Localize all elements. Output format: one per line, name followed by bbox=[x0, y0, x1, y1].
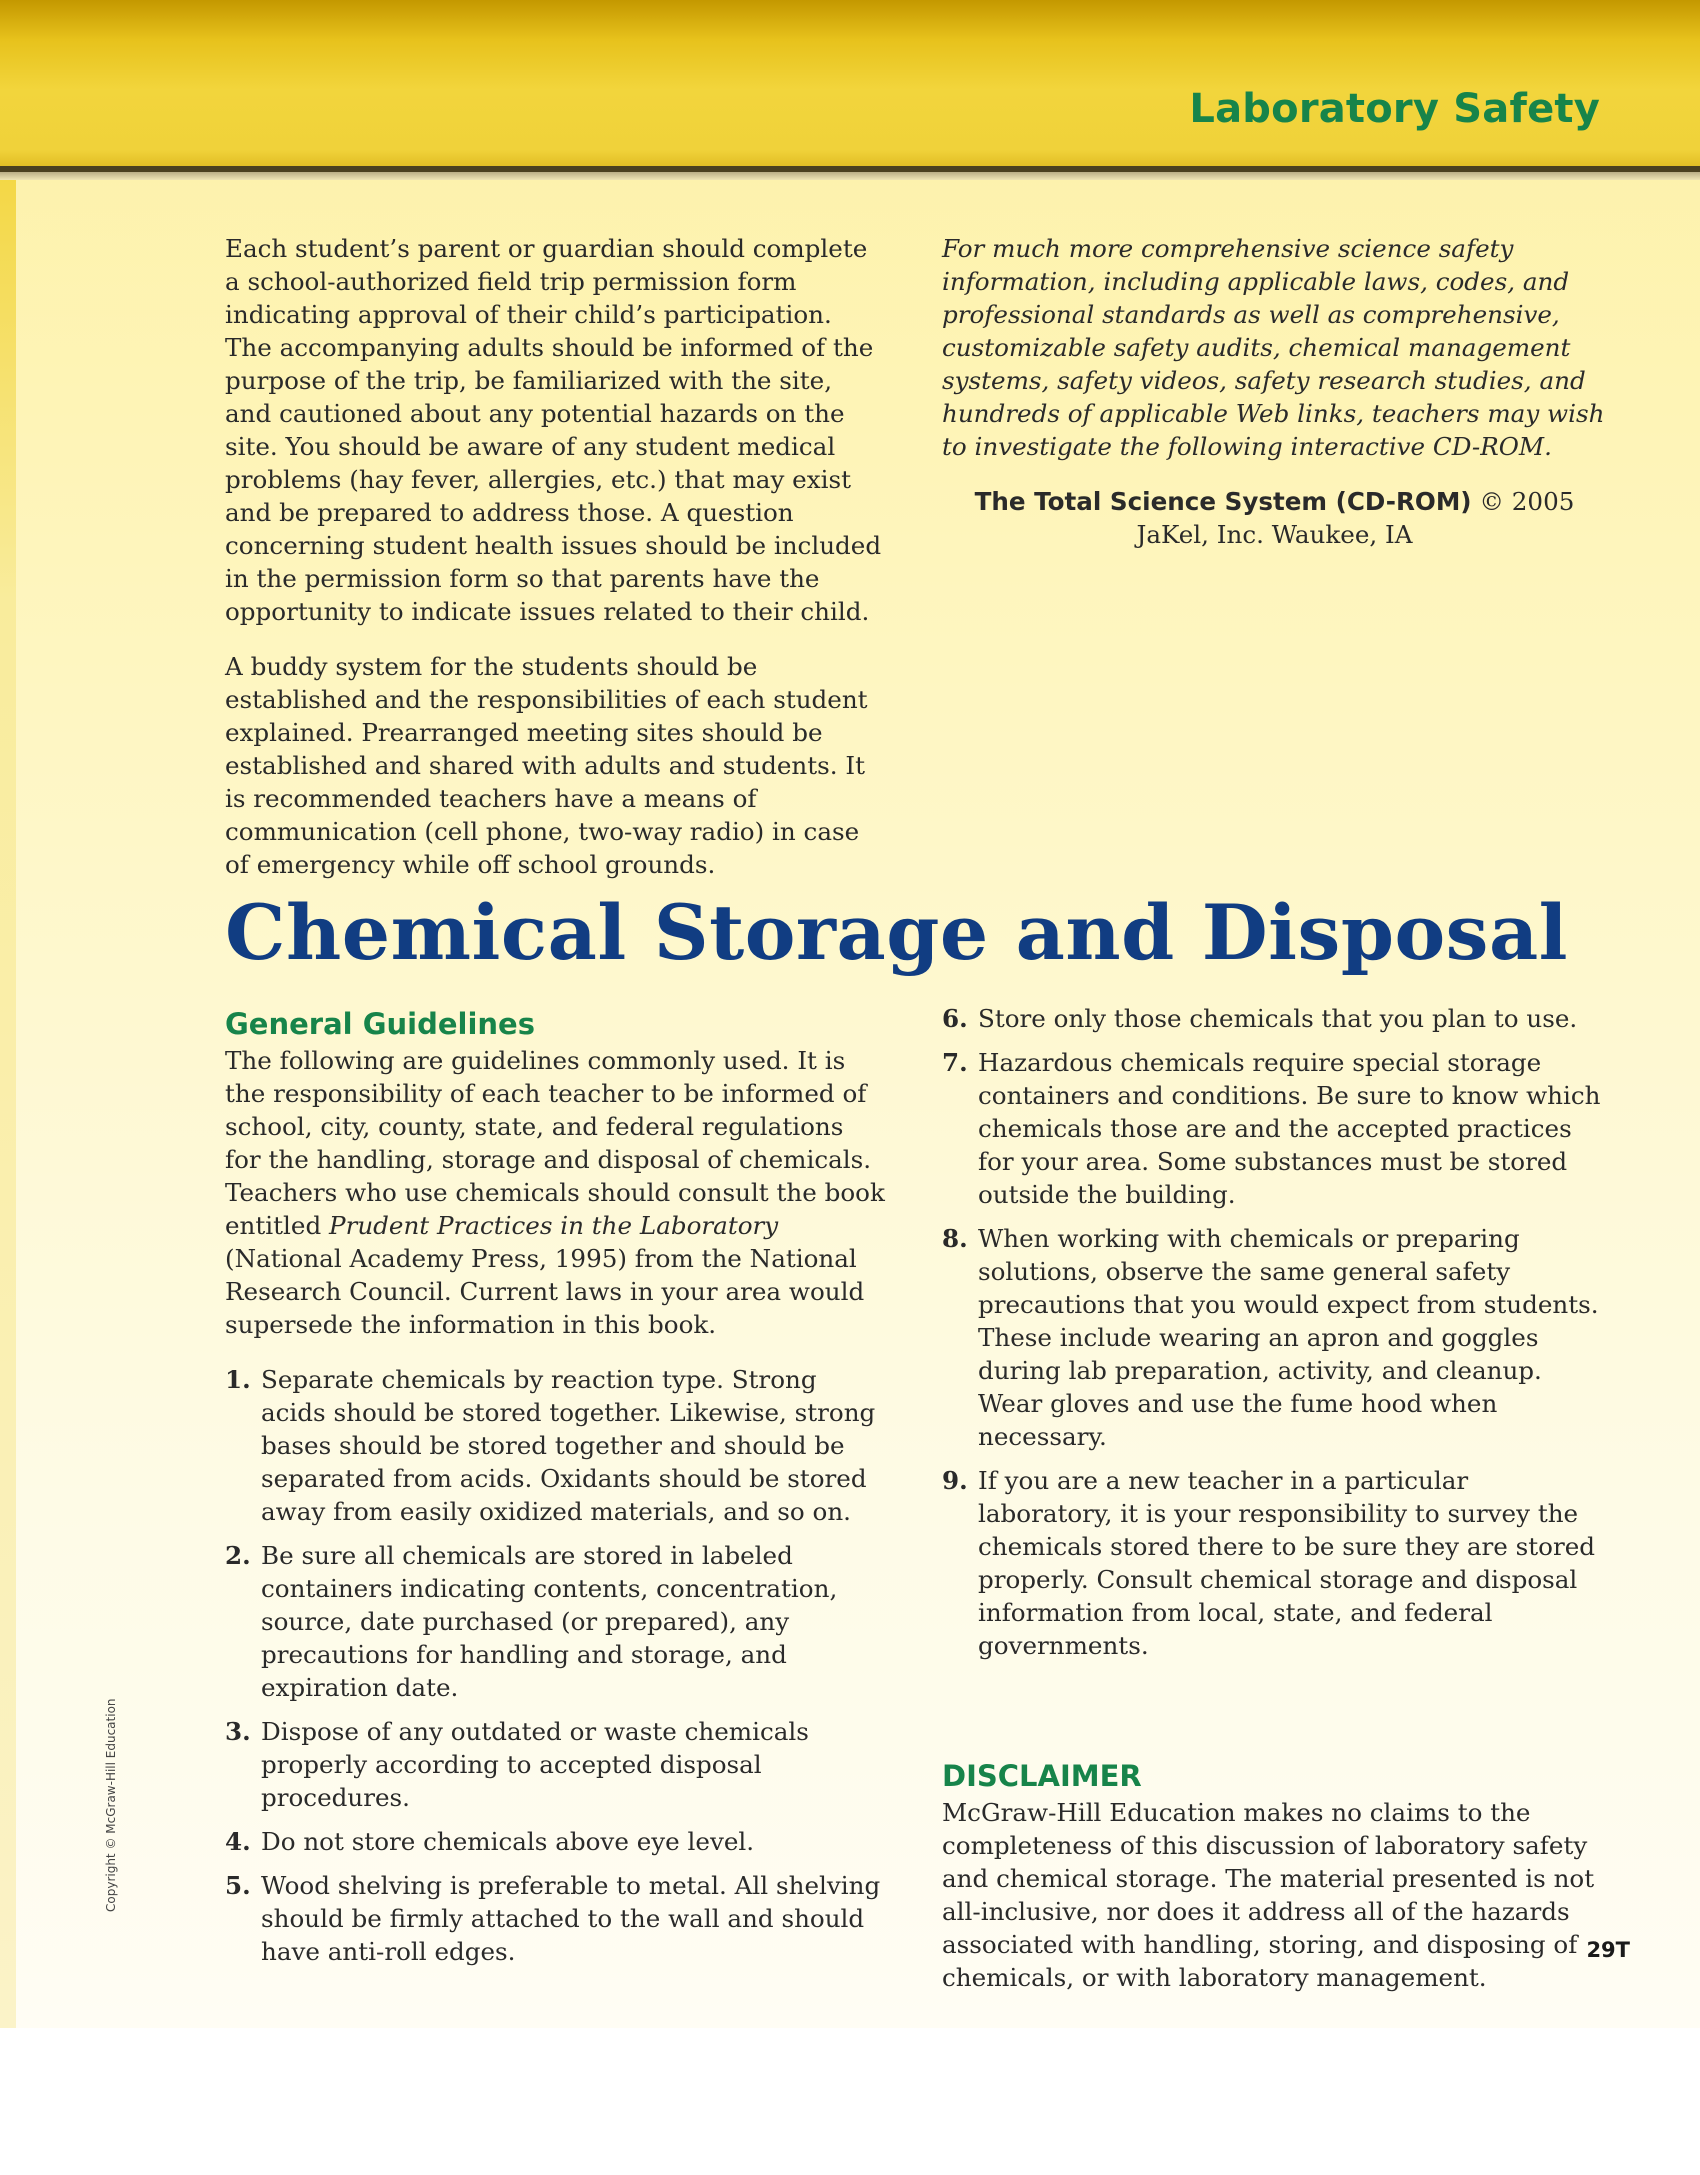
header-rule-shadow bbox=[0, 172, 1700, 180]
copyright-notice: Copyright © McGraw-Hill Education bbox=[104, 1698, 118, 1912]
list-item-number: 1. bbox=[225, 1365, 251, 1394]
disclaimer-heading: DISCLAIMER bbox=[942, 1759, 1142, 1793]
cd-rom-note: For much more comprehensive science safety information, including applicable laws, codes, and professional standards as well as comprehensive, customizable safety audits, chemical management systems, safety videos, safety research studies, and hundreds of applicable Web links, teachers may wish to investigate the following interactive CD-ROM. bbox=[942, 234, 1605, 461]
list-item-text: Store only those chemicals that you plan to use. bbox=[978, 1004, 1578, 1033]
list-item-number: 6. bbox=[942, 1004, 968, 1033]
list-item-text: Wood shelving is preferable to metal. All shelving should be firmly attached to the wall and should have anti-roll edges. bbox=[261, 1871, 881, 1966]
list-item-number: 3. bbox=[225, 1717, 251, 1746]
list-item bbox=[942, 1046, 1607, 1211]
list-item-text: When working with chemicals or preparing solutions, observe the same general safety precautions that you would expect from students. These include wearing an apron and goggles during lab preparation, activity, and cleanup. Wear gloves and use the fume hood when necessary. bbox=[978, 1224, 1599, 1451]
list-item-text: Be sure all chemicals are stored in labeled containers indicating contents, concentration, source, date purchased (or prepared), any precautions for handling and storage, and expiration date. bbox=[261, 1541, 838, 1702]
list-item-number: 8. bbox=[942, 1224, 968, 1253]
guidelines-list-right bbox=[942, 1002, 1607, 1662]
list-item-number: 7. bbox=[942, 1048, 968, 1077]
list-item-text: If you are a new teacher in a particular laboratory, it is your responsibility to survey the chemicals stored there to be sure they are stored properly. Consult chemical storage and disposal information from local, state, and federal governments. bbox=[978, 1466, 1596, 1660]
header-banner bbox=[0, 0, 1700, 168]
page-number: 29T bbox=[1586, 1938, 1630, 1962]
cd-rom-copyright: © 2005 bbox=[1479, 487, 1575, 516]
cd-rom-publisher: JaKel, Inc. Waukee, IA bbox=[1136, 520, 1413, 549]
cd-rom-citation bbox=[942, 485, 1607, 551]
list-item-text: Do not store chemicals above eye level. bbox=[261, 1827, 755, 1856]
book-title: Prudent Practices in the Laboratory bbox=[329, 1211, 779, 1240]
list-item-text: Dispose of any outdated or waste chemicals properly according to accepted disposal procedures. bbox=[261, 1717, 809, 1812]
list-item bbox=[225, 1539, 885, 1704]
list-item bbox=[942, 1002, 1607, 1035]
left-edge-strip bbox=[0, 0, 16, 2028]
general-guidelines-heading: General Guidelines bbox=[225, 1007, 535, 1041]
list-item bbox=[942, 1222, 1607, 1453]
list-item-number: 9. bbox=[942, 1466, 968, 1495]
cd-rom-title: The Total Science System (CD-ROM) bbox=[974, 487, 1472, 516]
intro-left-column bbox=[225, 232, 885, 903]
guidelines-right-column bbox=[942, 1002, 1607, 2016]
general-guidelines-intro bbox=[225, 1044, 885, 1341]
section-tag: Laboratory Safety bbox=[1189, 86, 1600, 132]
list-item-number: 2. bbox=[225, 1541, 251, 1570]
list-item bbox=[225, 1825, 885, 1858]
intro-right-column bbox=[942, 232, 1607, 551]
list-item bbox=[225, 1869, 885, 1968]
field-trip-paragraph: Each student’s parent or guardian should complete a school-authorized field trip permission form indicating approval of their child’s participation. The accompanying adults should be informed of the purpose of the trip, be familiarized with the site, and cautioned about any potential hazards on the site. You should be aware of any student medical problems (hay fever, allergies, etc.) that may exist and be prepared to address those. A question concerning student health issues should be included in the permission form so that parents have the opportunity to indicate issues related to their child. bbox=[225, 234, 882, 626]
guidelines-intro-text-end: (National Academy Press, 1995) from the National Research Council. Current laws in your area would supersede the information in this book. bbox=[225, 1244, 865, 1339]
list-item bbox=[942, 1464, 1607, 1662]
guidelines-left-column bbox=[225, 1006, 885, 1979]
list-item bbox=[225, 1715, 885, 1814]
guidelines-intro-text: The following are guidelines commonly used. It is the responsibility of each teacher to be informed of school, city, county, state, and federal regulations for the handling, storage and disposal of chemicals. Teachers who use chemicals should consult the book entitled bbox=[225, 1046, 885, 1240]
page-title: Chemical Storage and Disposal bbox=[225, 888, 1569, 977]
list-item-number: 5. bbox=[225, 1871, 251, 1900]
list-item-text: Hazardous chemicals require special storage containers and conditions. Be sure to know which chemicals those are and the accepted practices for your area. Some substances must be stored outside the building. bbox=[978, 1048, 1601, 1209]
list-item-number: 4. bbox=[225, 1827, 251, 1856]
disclaimer-text: McGraw-Hill Education makes no claims to the completeness of this discussion of laboratory safety and chemical storage. The material presented is not all-inclusive, nor does it address all of the hazards associated with handling, storing, and disposing of chemicals, or with laboratory management. bbox=[942, 1798, 1595, 1992]
buddy-system-paragraph: A buddy system for the students should be established and the responsibilities of each student explained. Prearranged meeting sites should be established and shared with adults and students. It is recommended teachers have a means of communication (cell phone, two-way radio) in case of emergency while off school grounds. bbox=[225, 652, 868, 879]
list-item-text: Separate chemicals by reaction type. Strong acids should be stored together. Likewise, strong bases should be stored together and should be separated from acids. Oxidants should be stored away from easily oxidized materials, and so on. bbox=[261, 1365, 876, 1526]
list-item bbox=[225, 1363, 885, 1528]
guidelines-list-left bbox=[225, 1363, 885, 1968]
